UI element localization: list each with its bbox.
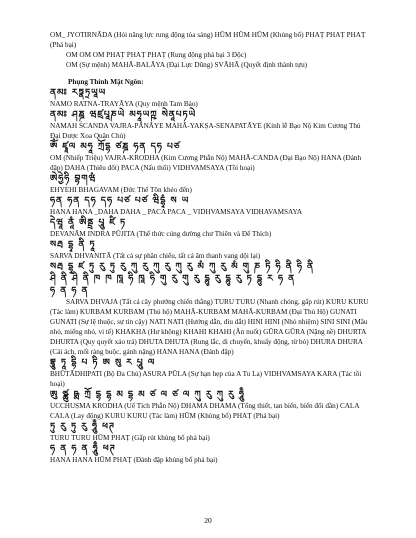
paragraph: OM (Sự mệnh) MAHĀ-BALĀYA (Đại Lực Dũng) SVĀHĀ (Quyết định thành tựu) bbox=[66, 61, 308, 69]
siddham-script-line: ཧན ཧན དཧ དཧ པཙ པཙ ཝིདྷྭཾ ས ཡ bbox=[50, 196, 190, 206]
paragraph: SARVA DHVANITĀ (Tất cả sự phân chiếu, tất cả âm thanh vang dội lại) bbox=[50, 252, 261, 260]
section-heading: Phụng Thỉnh Mật Ngôn: bbox=[68, 78, 144, 86]
siddham-script-line: ཧ ན ཧ ན ཧཱུྃ ཕཊ bbox=[50, 444, 116, 454]
paragraph: OM_ JYOTIRNĀDA (Hỏi năng lực rung động tỏa sáng) HŪM HŪM HŪM (Khủng bố) PHAṬ PHAṬ PHAṬ (Phá bại) bbox=[50, 31, 366, 49]
paragraph: TURU TURU HŪM PHAṬ (Gấp rút khủng bố phá bại) bbox=[50, 434, 210, 442]
paragraph: OM OM OM PHAṬ PHAṬ PHAṬ (Rung động phá bại 3 Độc) bbox=[66, 51, 247, 59]
paragraph: DEVANĀM INDRA PŪJITA (Thế thức cúng dường chư Thiên và Đế Thích) bbox=[50, 230, 272, 238]
siddham-script-line: ཤི ནི ཤི ནི ཁ ཁ ཁཱ ཧི ཁཱ ཧི གུ རུ གུ རུ དྷུ རུ དྷུ རུ ཏ དྷུ ར ཧ ན bbox=[50, 274, 296, 284]
siddham-script-line: ཨོཾ ཛྭཱལ མཧཱ ཀྲོདྷ ཙཎྜ ཧན དཧ པཙ bbox=[50, 142, 181, 152]
paragraph: EHYEHI BHAGAVAM (Đức Thế Tôn khéo đến) bbox=[50, 186, 192, 194]
siddham-script-line: ནམཿ རཏྣཏྲཡཱཡ bbox=[50, 88, 107, 98]
siddham-script-line: དེཝཱ ནཱཾ ཨིནྡྲ པཱུ ཛི ཏ bbox=[50, 218, 127, 228]
paragraph: SARVA DHVAJA (Tất cả cây phướng chiến thắng) TURU TURU (Nhanh chóng, gấp rút) KURU KURU (Tác làm) KURBAM KURBAM (Thủ hộ) MAHĀ-KURBAM MAHĀ-KURBAM (Đại Thủ Hộ) GUNATI GUNATI (Sự lệ thuộc, sự tin cậy) NATI NATI (Hướng dẫn, dìu dắt) HINI HINI (Nhỏ nhiệm) SINI SINI (Mầu nhỏ, miếng nhỏ, vi tế) KHAKHA (Hư không) KHAHI KHAHI (Ăn nuốt) GŪRA GŪRA (Nặng nề) DHURTA DHURTA (Quy quyết xảo trá) DHUTA DHUTA (Rung lắc, di chuyển, khuấy động, từ bỏ) DHURA DHURA (Cái ách, mối ràng buộc, gánh nặng) HANA HANA (Đánh đập) bbox=[50, 298, 369, 356]
document-body bbox=[50, 30, 372, 465]
paragraph: BHŪTĀDHIPATI (Bộ Đa Chủ) ASURA PŪLA (Sự hạn hẹp của A Tu La) VIDHVAMSAYA KARA (Tác tồi hoại) bbox=[50, 370, 362, 388]
paragraph: NAMO RATNA-TRAYĀYA (Quy mệnh Tam Bảo) bbox=[50, 100, 198, 108]
paragraph: HANA HANA _DAHA DAHA _ PACA PACA _ VIDHVAMSAYA VIDHAVAMSAYA bbox=[50, 208, 303, 216]
siddham-script-line: བྷཱུ ཏཱ དྷི པ ཏི ཨ སུ ར པཱུ ལ bbox=[50, 358, 156, 368]
siddham-script-line: སརྦ དྷྭ ནི ཏཱ bbox=[50, 240, 96, 250]
paragraph: OM (Nhiếp Triệu) VAJRA-KRODHA (Kim Cương Phẫn Nộ) MAHĀ-CANDA (Đại Bạo Nộ) HANA (Đánh đập) DAHA (Thiêu đốt) PACA (Nấu thổi) VIDHVAMSAYA (Tồi hoại) bbox=[50, 154, 362, 172]
paragraph: NAMAH ŚCANDA VAJRA-PĀNĀYE MAHĀ-YAKṢA-SENAPATĀYE (Kính lễ Bạo Nộ Kim Cương Thủ Đại Dược Xoa Quân Chủ) bbox=[50, 122, 361, 140]
siddham-script-line: ཨུ ཙྪུ ཥྨ ཀྲོ དྷ དྷ མ དྷ མ ཙ ལ ཙ ལ ཀུ རུ ཀུ རུ ཧཱུྃ bbox=[50, 390, 245, 400]
siddham-script-line: ཨེཧྱེཧི བྷགཝཾ bbox=[50, 174, 97, 184]
siddham-script-line: ཏུ རུ ཏུ རུ ཧཱུྃ ཕཊ bbox=[50, 422, 116, 432]
siddham-script-line: སརྦ དྷྭ ཛ ཏུ རུ ཏུ རུ ཀུ རུ ཀུ རུ ཀུ རུ མཾ ཀུ རུ མཾ གུ ཎ ཏི ཧི ནི ཧི ནི bbox=[50, 262, 315, 272]
paragraph: HANA HANA HŪM PHAṬ (Đánh đập khủng bố phá bại) bbox=[50, 456, 218, 464]
siddham-script-line: ཧ ན ཧ ན bbox=[50, 286, 89, 296]
paragraph: UCCHUṢMA KRODHA (Uế Tích Phẫn Nộ) DHAMA DHAMA (Tổng thiết, tan biến, biến đổi dần) CALA CALA (Lay động) KURU KURU (Tác làm) HŪM (Khủng bố) PHAṬ (Phá bại) bbox=[50, 402, 360, 420]
page-number: 20 bbox=[204, 516, 212, 525]
siddham-script-line: ནམཿ ཤཎྜ ཝཛྲཔཱཎཡེ མཧཱཡཀྵ སེནཱཔཏཡེ bbox=[50, 110, 197, 120]
